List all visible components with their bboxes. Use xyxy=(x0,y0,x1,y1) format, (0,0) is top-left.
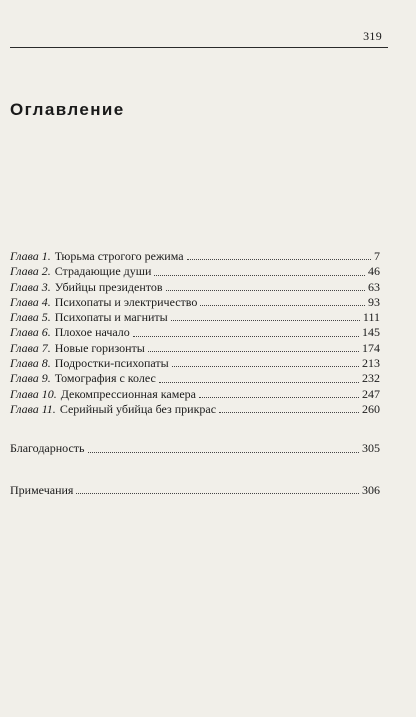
chapter-page: 46 xyxy=(368,264,380,279)
chapter-page: 93 xyxy=(368,294,380,309)
chapter-prefix: Глава 5. xyxy=(10,310,51,325)
chapter-page: 63 xyxy=(368,279,380,294)
chapter-page: 174 xyxy=(362,340,380,355)
header-rule xyxy=(10,47,388,48)
chapter-title: Декомпрессионная камера xyxy=(60,386,196,401)
chapter-title: Психопаты и электричество xyxy=(54,294,198,309)
chapter-title: Убийцы президентов xyxy=(54,279,163,294)
chapter-page: 145 xyxy=(362,325,380,340)
dot-leader xyxy=(148,350,359,352)
chapter-page: 247 xyxy=(362,386,380,401)
dot-leader xyxy=(166,289,365,291)
chapter-prefix: Глава 3. xyxy=(10,279,51,294)
dot-leader xyxy=(219,411,359,413)
chapter-title: Серийный убийца без прикрас xyxy=(59,401,217,416)
dot-leader xyxy=(199,396,359,398)
dot-leader xyxy=(172,365,359,367)
dot-leader xyxy=(159,381,359,383)
toc-entry-chapter-2[interactable] xyxy=(10,264,380,279)
chapter-prefix: Глава 8. xyxy=(10,356,51,371)
chapter-page: 7 xyxy=(374,249,380,263)
chapter-page: 260 xyxy=(362,401,380,416)
chapter-prefix: Глава 7. xyxy=(10,340,51,355)
chapter-title: Новые горизонты xyxy=(54,340,145,355)
section-page: 305 xyxy=(362,441,380,456)
section-page: 306 xyxy=(362,482,380,497)
chapter-prefix: Глава 2. xyxy=(10,264,51,279)
chapter-prefix: Глава 10. xyxy=(10,386,57,401)
dot-leader xyxy=(88,451,359,453)
toc-entry-chapter-8[interactable] xyxy=(10,356,380,371)
toc-entry-chapter-1[interactable] xyxy=(10,249,380,264)
chapter-title: Томография с колес xyxy=(54,371,156,386)
toc-entry-chapter-11[interactable] xyxy=(10,402,380,417)
dot-leader xyxy=(187,258,371,260)
dot-leader xyxy=(171,319,360,321)
chapter-prefix: Глава 6. xyxy=(10,325,51,340)
toc-entry-notes[interactable] xyxy=(10,483,380,498)
section-title: Благодарность xyxy=(10,441,85,456)
toc-entry-acknowledgements[interactable] xyxy=(10,441,380,456)
chapter-prefix: Глава 4. xyxy=(10,294,51,309)
dot-leader xyxy=(76,492,359,494)
toc-title: Оглавление xyxy=(10,100,125,119)
chapter-title: Страдающие души xyxy=(54,264,152,279)
chapter-title: Психопаты и магниты xyxy=(54,310,168,325)
section-title: Примечания xyxy=(10,482,74,497)
chapter-page: 232 xyxy=(362,371,380,386)
chapter-title: Плохое начало xyxy=(54,325,130,340)
chapter-page: 111 xyxy=(362,310,380,325)
toc-entry-chapter-9[interactable] xyxy=(10,371,380,386)
toc-entry-chapter-7[interactable] xyxy=(10,341,380,356)
chapter-page: 213 xyxy=(362,356,380,371)
dot-leader xyxy=(133,335,359,337)
toc-entry-chapter-5[interactable] xyxy=(10,310,380,325)
chapter-title: Тюрьма строгого режима xyxy=(54,249,184,263)
toc-entry-chapter-10[interactable] xyxy=(10,387,380,402)
dot-leader xyxy=(200,304,365,306)
chapter-prefix: Глава 11. xyxy=(10,401,56,416)
chapter-prefix: Глава 1. xyxy=(10,249,51,263)
chapter-prefix: Глава 9. xyxy=(10,371,51,386)
dot-leader xyxy=(154,274,365,276)
toc-entry-chapter-3[interactable] xyxy=(10,280,380,295)
chapter-title: Подростки-психопаты xyxy=(54,356,169,371)
toc-entry-chapter-6[interactable] xyxy=(10,325,380,340)
toc-entry-chapter-4[interactable] xyxy=(10,295,380,310)
page-number: 319 xyxy=(363,29,382,43)
table-of-contents xyxy=(10,249,380,498)
